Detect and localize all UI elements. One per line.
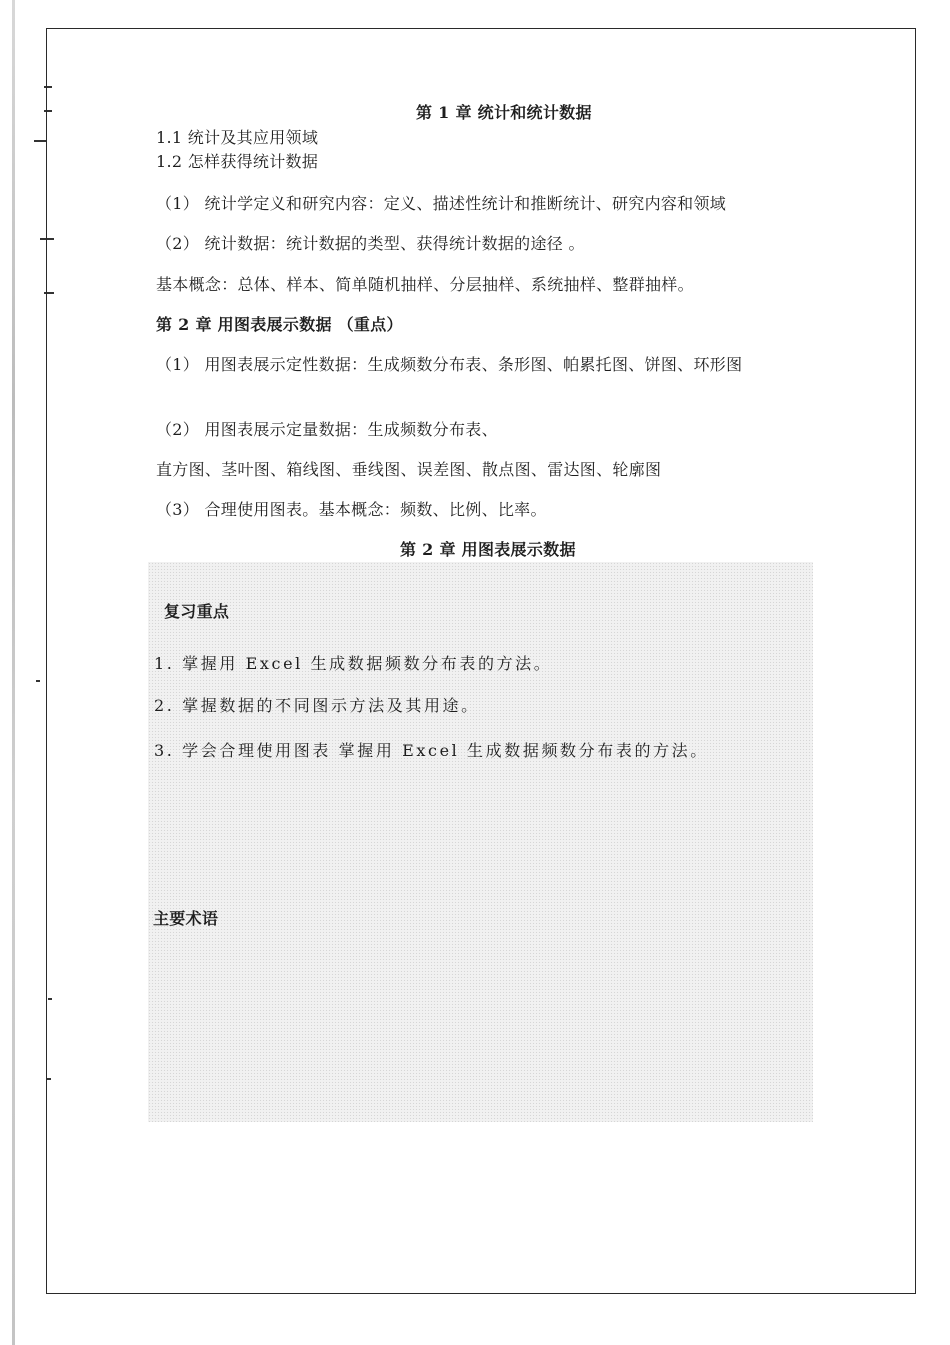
chapter-2-title: 第 2 章 用图表展示数据 （重点） xyxy=(156,315,403,334)
scan-edge-shadow xyxy=(12,0,15,1345)
chapter-2-item-2-continued: 直方图、茎叶图、箱线图、垂线图、误差图、散点图、雷达图、轮廓图 xyxy=(156,460,662,479)
chapter-1-item-1: （1） 统计学定义和研究内容：定义、描述性统计和推断统计、研究内容和领域 xyxy=(156,194,727,213)
chapter-2-item-2: （2） 用图表展示定量数据：生成频数分布表、 xyxy=(156,420,498,439)
review-chapter-heading: 第 2 章 用图表展示数据 xyxy=(400,540,576,559)
section-1-1: 1.1 统计及其应用领域 xyxy=(156,128,319,147)
review-subheading: 复习重点 xyxy=(164,602,230,621)
chapter-2-item-1: （1） 用图表展示定性数据：生成频数分布表、条形图、帕累托图、饼图、环形图 xyxy=(156,355,743,374)
binding-mark xyxy=(36,680,40,682)
chapter-1-item-2: （2） 统计数据：统计数据的类型、获得统计数据的途径 。 xyxy=(156,234,585,253)
chapter-1-title: 第 1 章 统计和统计数据 xyxy=(416,103,592,122)
chapter-1-concepts: 基本概念：总体、样本、简单随机抽样、分层抽样、系统抽样、整群抽样。 xyxy=(156,275,694,294)
review-point-1: 1. 掌握用 Excel 生成数据频数分布表的方法。 xyxy=(154,654,553,673)
review-panel-background xyxy=(148,562,813,1122)
review-point-3: 3. 学会合理使用图表 掌握用 Excel 生成数据频数分布表的方法。 xyxy=(154,741,709,760)
terms-heading: 主要术语 xyxy=(153,909,219,928)
section-1-2: 1.2 怎样获得统计数据 xyxy=(156,152,319,171)
review-point-2: 2. 掌握数据的不同图示方法及其用途。 xyxy=(154,696,480,715)
binding-mark xyxy=(34,140,46,142)
chapter-2-item-3: （3） 合理使用图表。基本概念：频数、比例、比率。 xyxy=(156,500,547,519)
